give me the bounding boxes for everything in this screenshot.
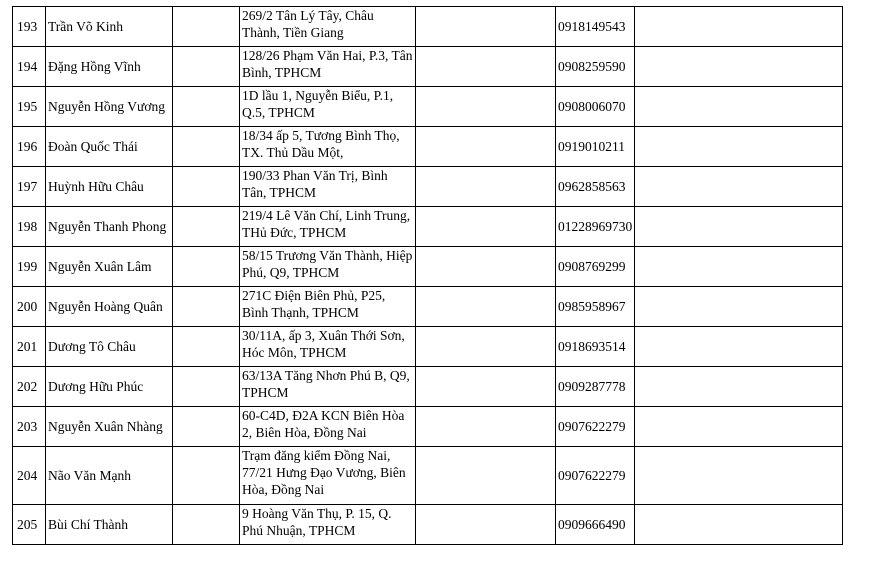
row-phone: 0909287778 bbox=[556, 367, 635, 407]
empty-cell bbox=[416, 447, 556, 505]
empty-cell bbox=[173, 447, 240, 505]
row-phone: 0909666490 bbox=[556, 505, 635, 545]
row-address: 60-C4D, Đ2A KCN Biên Hòa 2, Biên Hòa, Đồng Nai bbox=[240, 407, 416, 447]
row-phone: 0907622279 bbox=[556, 447, 635, 505]
row-number: 202 bbox=[13, 367, 46, 407]
row-number: 201 bbox=[13, 327, 46, 367]
empty-cell bbox=[635, 207, 843, 247]
empty-cell bbox=[173, 367, 240, 407]
row-phone: 0918149543 bbox=[556, 7, 635, 47]
row-phone: 0908259590 bbox=[556, 47, 635, 87]
empty-cell bbox=[416, 327, 556, 367]
empty-cell bbox=[635, 327, 843, 367]
row-address: 269/2 Tân Lý Tây, Châu Thành, Tiền Giang bbox=[240, 7, 416, 47]
empty-cell bbox=[416, 367, 556, 407]
empty-cell bbox=[635, 247, 843, 287]
row-address: 9 Hoàng Văn Thụ, P. 15, Q. Phú Nhuận, TPHCM bbox=[240, 505, 416, 545]
row-phone: 0907622279 bbox=[556, 407, 635, 447]
contact-table bbox=[12, 6, 843, 545]
row-name: Bùi Chí Thành bbox=[46, 505, 173, 545]
table-row bbox=[13, 47, 843, 87]
row-number: 205 bbox=[13, 505, 46, 545]
empty-cell bbox=[173, 127, 240, 167]
row-number: 196 bbox=[13, 127, 46, 167]
empty-cell bbox=[173, 87, 240, 127]
row-address: 190/33 Phan Văn Trị, Bình Tân, TPHCM bbox=[240, 167, 416, 207]
empty-cell bbox=[416, 167, 556, 207]
row-phone: 0908769299 bbox=[556, 247, 635, 287]
row-address: Trạm đăng kiểm Đồng Nai, 77/21 Hưng Đạo Vương, Biên Hòa, Đồng Nai bbox=[240, 447, 416, 505]
row-phone: 0918693514 bbox=[556, 327, 635, 367]
row-name: Nguyễn Hoàng Quân bbox=[46, 287, 173, 327]
row-name: Nguyễn Thanh Phong bbox=[46, 207, 173, 247]
row-name: Dương Tô Châu bbox=[46, 327, 173, 367]
row-name: Nguyễn Xuân Lâm bbox=[46, 247, 173, 287]
empty-cell bbox=[173, 247, 240, 287]
empty-cell bbox=[416, 47, 556, 87]
row-number: 198 bbox=[13, 207, 46, 247]
row-number: 204 bbox=[13, 447, 46, 505]
empty-cell bbox=[416, 127, 556, 167]
row-number: 203 bbox=[13, 407, 46, 447]
row-number: 193 bbox=[13, 7, 46, 47]
row-address: 128/26 Phạm Văn Hai, P.3, Tân Bình, TPHCM bbox=[240, 47, 416, 87]
empty-cell bbox=[173, 327, 240, 367]
row-phone: 0919010211 bbox=[556, 127, 635, 167]
row-name: Nguyễn Hồng Vương bbox=[46, 87, 173, 127]
row-name: Đặng Hồng Vĩnh bbox=[46, 47, 173, 87]
row-name: Não Văn Mạnh bbox=[46, 447, 173, 505]
empty-cell bbox=[635, 7, 843, 47]
row-name: Đoàn Quốc Thái bbox=[46, 127, 173, 167]
table-row bbox=[13, 207, 843, 247]
row-name: Trần Võ Kinh bbox=[46, 7, 173, 47]
empty-cell bbox=[635, 447, 843, 505]
row-number: 194 bbox=[13, 47, 46, 87]
table-row bbox=[13, 167, 843, 207]
row-number: 200 bbox=[13, 287, 46, 327]
table-row bbox=[13, 87, 843, 127]
empty-cell bbox=[635, 505, 843, 545]
table-row bbox=[13, 505, 843, 545]
empty-cell bbox=[173, 505, 240, 545]
row-name: Dương Hữu Phúc bbox=[46, 367, 173, 407]
row-number: 199 bbox=[13, 247, 46, 287]
empty-cell bbox=[173, 47, 240, 87]
row-phone: 0985958967 bbox=[556, 287, 635, 327]
row-address: 18/34 ấp 5, Tương Bình Thọ, TX. Thủ Dầu Một, bbox=[240, 127, 416, 167]
table-row bbox=[13, 7, 843, 47]
row-name: Huỳnh Hữu Châu bbox=[46, 167, 173, 207]
row-address: 271C Điện Biên Phủ, P25, Bình Thạnh, TPHCM bbox=[240, 287, 416, 327]
table-row bbox=[13, 327, 843, 367]
empty-cell bbox=[416, 287, 556, 327]
row-address: 219/4 Lê Văn Chí, Linh Trung, THủ Đức, TPHCM bbox=[240, 207, 416, 247]
table-row bbox=[13, 407, 843, 447]
empty-cell bbox=[173, 207, 240, 247]
empty-cell bbox=[173, 287, 240, 327]
table-row bbox=[13, 367, 843, 407]
empty-cell bbox=[635, 287, 843, 327]
empty-cell bbox=[635, 87, 843, 127]
empty-cell bbox=[416, 247, 556, 287]
row-address: 58/15 Trương Văn Thành, Hiệp Phú, Q9, TPHCM bbox=[240, 247, 416, 287]
empty-cell bbox=[416, 87, 556, 127]
row-number: 195 bbox=[13, 87, 46, 127]
table-row bbox=[13, 287, 843, 327]
table-row bbox=[13, 447, 843, 505]
empty-cell bbox=[635, 367, 843, 407]
empty-cell bbox=[416, 207, 556, 247]
empty-cell bbox=[635, 127, 843, 167]
empty-cell bbox=[173, 407, 240, 447]
row-name: Nguyễn Xuân Nhàng bbox=[46, 407, 173, 447]
empty-cell bbox=[416, 407, 556, 447]
row-phone: 0962858563 bbox=[556, 167, 635, 207]
empty-cell bbox=[416, 7, 556, 47]
row-number: 197 bbox=[13, 167, 46, 207]
empty-cell bbox=[173, 167, 240, 207]
row-address: 1D lầu 1, Nguyễn Biểu, P.1, Q.5, TPHCM bbox=[240, 87, 416, 127]
table-row bbox=[13, 247, 843, 287]
row-phone: 0908006070 bbox=[556, 87, 635, 127]
empty-cell bbox=[173, 7, 240, 47]
empty-cell bbox=[635, 407, 843, 447]
empty-cell bbox=[635, 47, 843, 87]
row-address: 63/13A Tăng Nhơn Phú B, Q9, TPHCM bbox=[240, 367, 416, 407]
row-phone: 01228969730 bbox=[556, 207, 635, 247]
table-row bbox=[13, 127, 843, 167]
empty-cell bbox=[635, 167, 843, 207]
empty-cell bbox=[416, 505, 556, 545]
row-address: 30/11A, ấp 3, Xuân Thới Sơn, Hóc Môn, TPHCM bbox=[240, 327, 416, 367]
